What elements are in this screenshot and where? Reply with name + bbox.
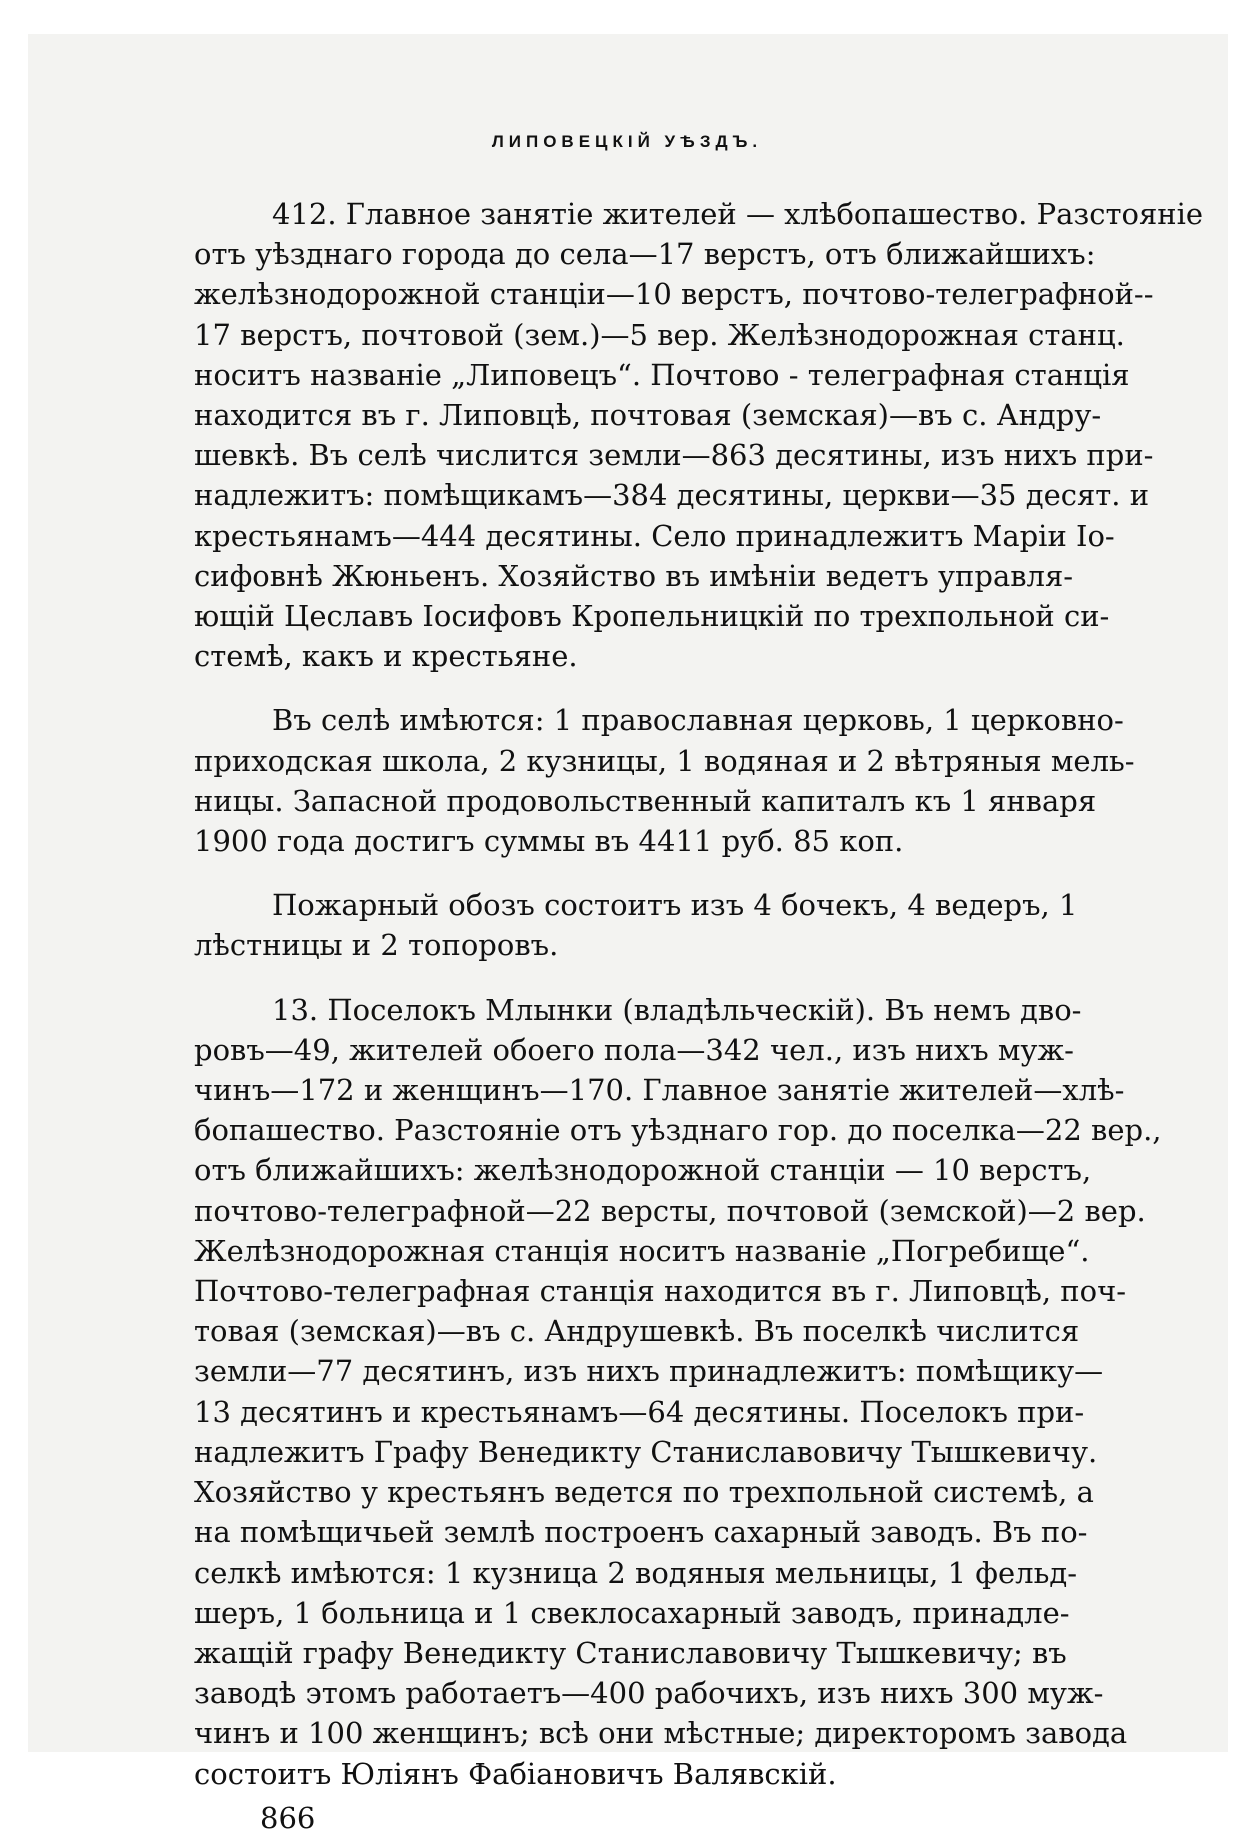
paragraph-village-412 bbox=[194, 194, 1204, 676]
text-line: 412. Главное занятіе жителей — хлѣбопашество. Разстояніе bbox=[272, 197, 1204, 231]
text-line: ющій Цеславъ Іосифовъ Кропельницкій по трехпольной си- bbox=[194, 599, 1110, 634]
text-line: чинъ и 100 женщинъ; всѣ они мѣстные; директоромъ завода bbox=[194, 1716, 1128, 1751]
text-line: Въ селѣ имѣются: 1 православная церковь, 1 церковно- bbox=[272, 703, 1124, 738]
text-line: ницы. Запасной продовольственный капиталъ къ 1 января bbox=[194, 783, 1097, 818]
text-line: находится въ г. Липовцѣ, почтовая (земская)—въ с. Андру- bbox=[194, 398, 1102, 433]
paragraph-fire-brigade bbox=[194, 885, 1078, 965]
text-line: Хозяйство у крестьянъ ведется по трехпольной системѣ, а bbox=[194, 1475, 1094, 1510]
text-line: стемѣ, какъ и крестьяне. bbox=[194, 639, 578, 674]
text-line: шеръ, 1 больница и 1 свеклосахарный заводъ, принадле- bbox=[194, 1595, 1070, 1630]
text-line: 17 верстъ, почтовой (зем.)—5 вер. Желѣзнодорожная станц. bbox=[194, 317, 1125, 352]
text-line: на помѣщичьей землѣ построенъ сахарный заводъ. Въ по- bbox=[194, 1515, 1088, 1550]
text-line: бопашество. Разстояніе отъ уѣзднаго гор. до поселка—22 вер., bbox=[194, 1113, 1162, 1148]
text-line: товая (земская)—въ с. Андрушевкѣ. Въ поселкѣ числится bbox=[194, 1314, 1080, 1349]
text-line: Желѣзнодорожная станція носитъ названіе „Погребище“. bbox=[194, 1233, 1090, 1268]
text-line: желѣзнодорожной станціи—10 верстъ, почтово-телеграфной-- bbox=[194, 277, 1154, 312]
text-line: заводѣ этомъ работаетъ—400 рабочихъ, изъ нихъ 300 муж- bbox=[194, 1676, 1104, 1711]
text-line: 1900 года достигъ суммы въ 4411 руб. 85 коп. bbox=[194, 824, 904, 859]
text-line: жащій графу Венедикту Станиславовичу Тышкевичу; въ bbox=[194, 1635, 1067, 1670]
text-line: отъ ближайшихъ: желѣзнодорожной станціи — 10 верстъ, bbox=[194, 1153, 1092, 1188]
text-line: лѣстницы и 2 топоровъ. bbox=[194, 928, 559, 963]
text-line: почтово-телеграфной—22 версты, почтовой (земской)—2 вер. bbox=[194, 1193, 1146, 1228]
text-line: ровъ—49, жителей обоего пола—342 чел., изъ нихъ муж- bbox=[194, 1032, 1074, 1067]
text-line: отъ уѣзднаго города до села—17 верстъ, отъ ближайшихъ: bbox=[194, 237, 1096, 272]
text-line: носитъ названіе „Липовецъ“. Почтово - телеграфная станція bbox=[194, 357, 1130, 392]
book-page bbox=[194, 130, 1204, 1838]
text-line: надлежитъ: помѣщикамъ—384 десятины, церкви—35 десят. и bbox=[194, 478, 1150, 513]
text-line: приходская школа, 2 кузницы, 1 водяная и 2 вѣтряныя мель- bbox=[194, 743, 1135, 778]
text-line: сифовнѣ Жюньенъ. Хозяйство въ имѣніи ведетъ управля- bbox=[194, 558, 1074, 593]
text-line: шевкѣ. Въ селѣ числится земли—863 десятины, изъ нихъ при- bbox=[194, 438, 1154, 473]
text-line: земли—77 десятинъ, изъ нихъ принадлежитъ: помѣщику— bbox=[194, 1354, 1104, 1389]
text-line: Пожарный обозъ состоитъ изъ 4 бочекъ, 4 ведеръ, 1 bbox=[272, 888, 1078, 923]
paragraph-village-facilities bbox=[194, 700, 1135, 861]
paragraph-settlement-13 bbox=[194, 990, 1162, 1794]
text-line: селкѣ имѣются: 1 кузница 2 водяныя мельницы, 1 фельд- bbox=[194, 1555, 1078, 1590]
text-line: надлежитъ Графу Венедикту Станиславовичу Тышкевичу. bbox=[194, 1434, 1098, 1469]
text-line: чинъ—172 и женщинъ—170. Главное занятіе жителей—хлѣ- bbox=[194, 1073, 1125, 1108]
page-number: 866 bbox=[260, 1800, 316, 1835]
text-line: состоитъ Юліянъ Фабіановичъ Валявскій. bbox=[194, 1756, 837, 1791]
text-line: 13 десятинъ и крестьянамъ—64 десятины. Поселокъ при- bbox=[194, 1394, 1085, 1429]
running-header: ЛИПОВЕЦКІЙ УѢЗДЪ. bbox=[491, 132, 763, 151]
text-line: Почтово-телеграфная станція находится въ г. Липовцѣ, поч- bbox=[194, 1274, 1127, 1309]
text-line: крестьянамъ—444 десятины. Село принадлежитъ Маріи Іо- bbox=[194, 518, 1115, 553]
text-line: 13. Поселокъ Млынки (владѣльческій). Въ немъ дво- bbox=[272, 992, 1082, 1027]
